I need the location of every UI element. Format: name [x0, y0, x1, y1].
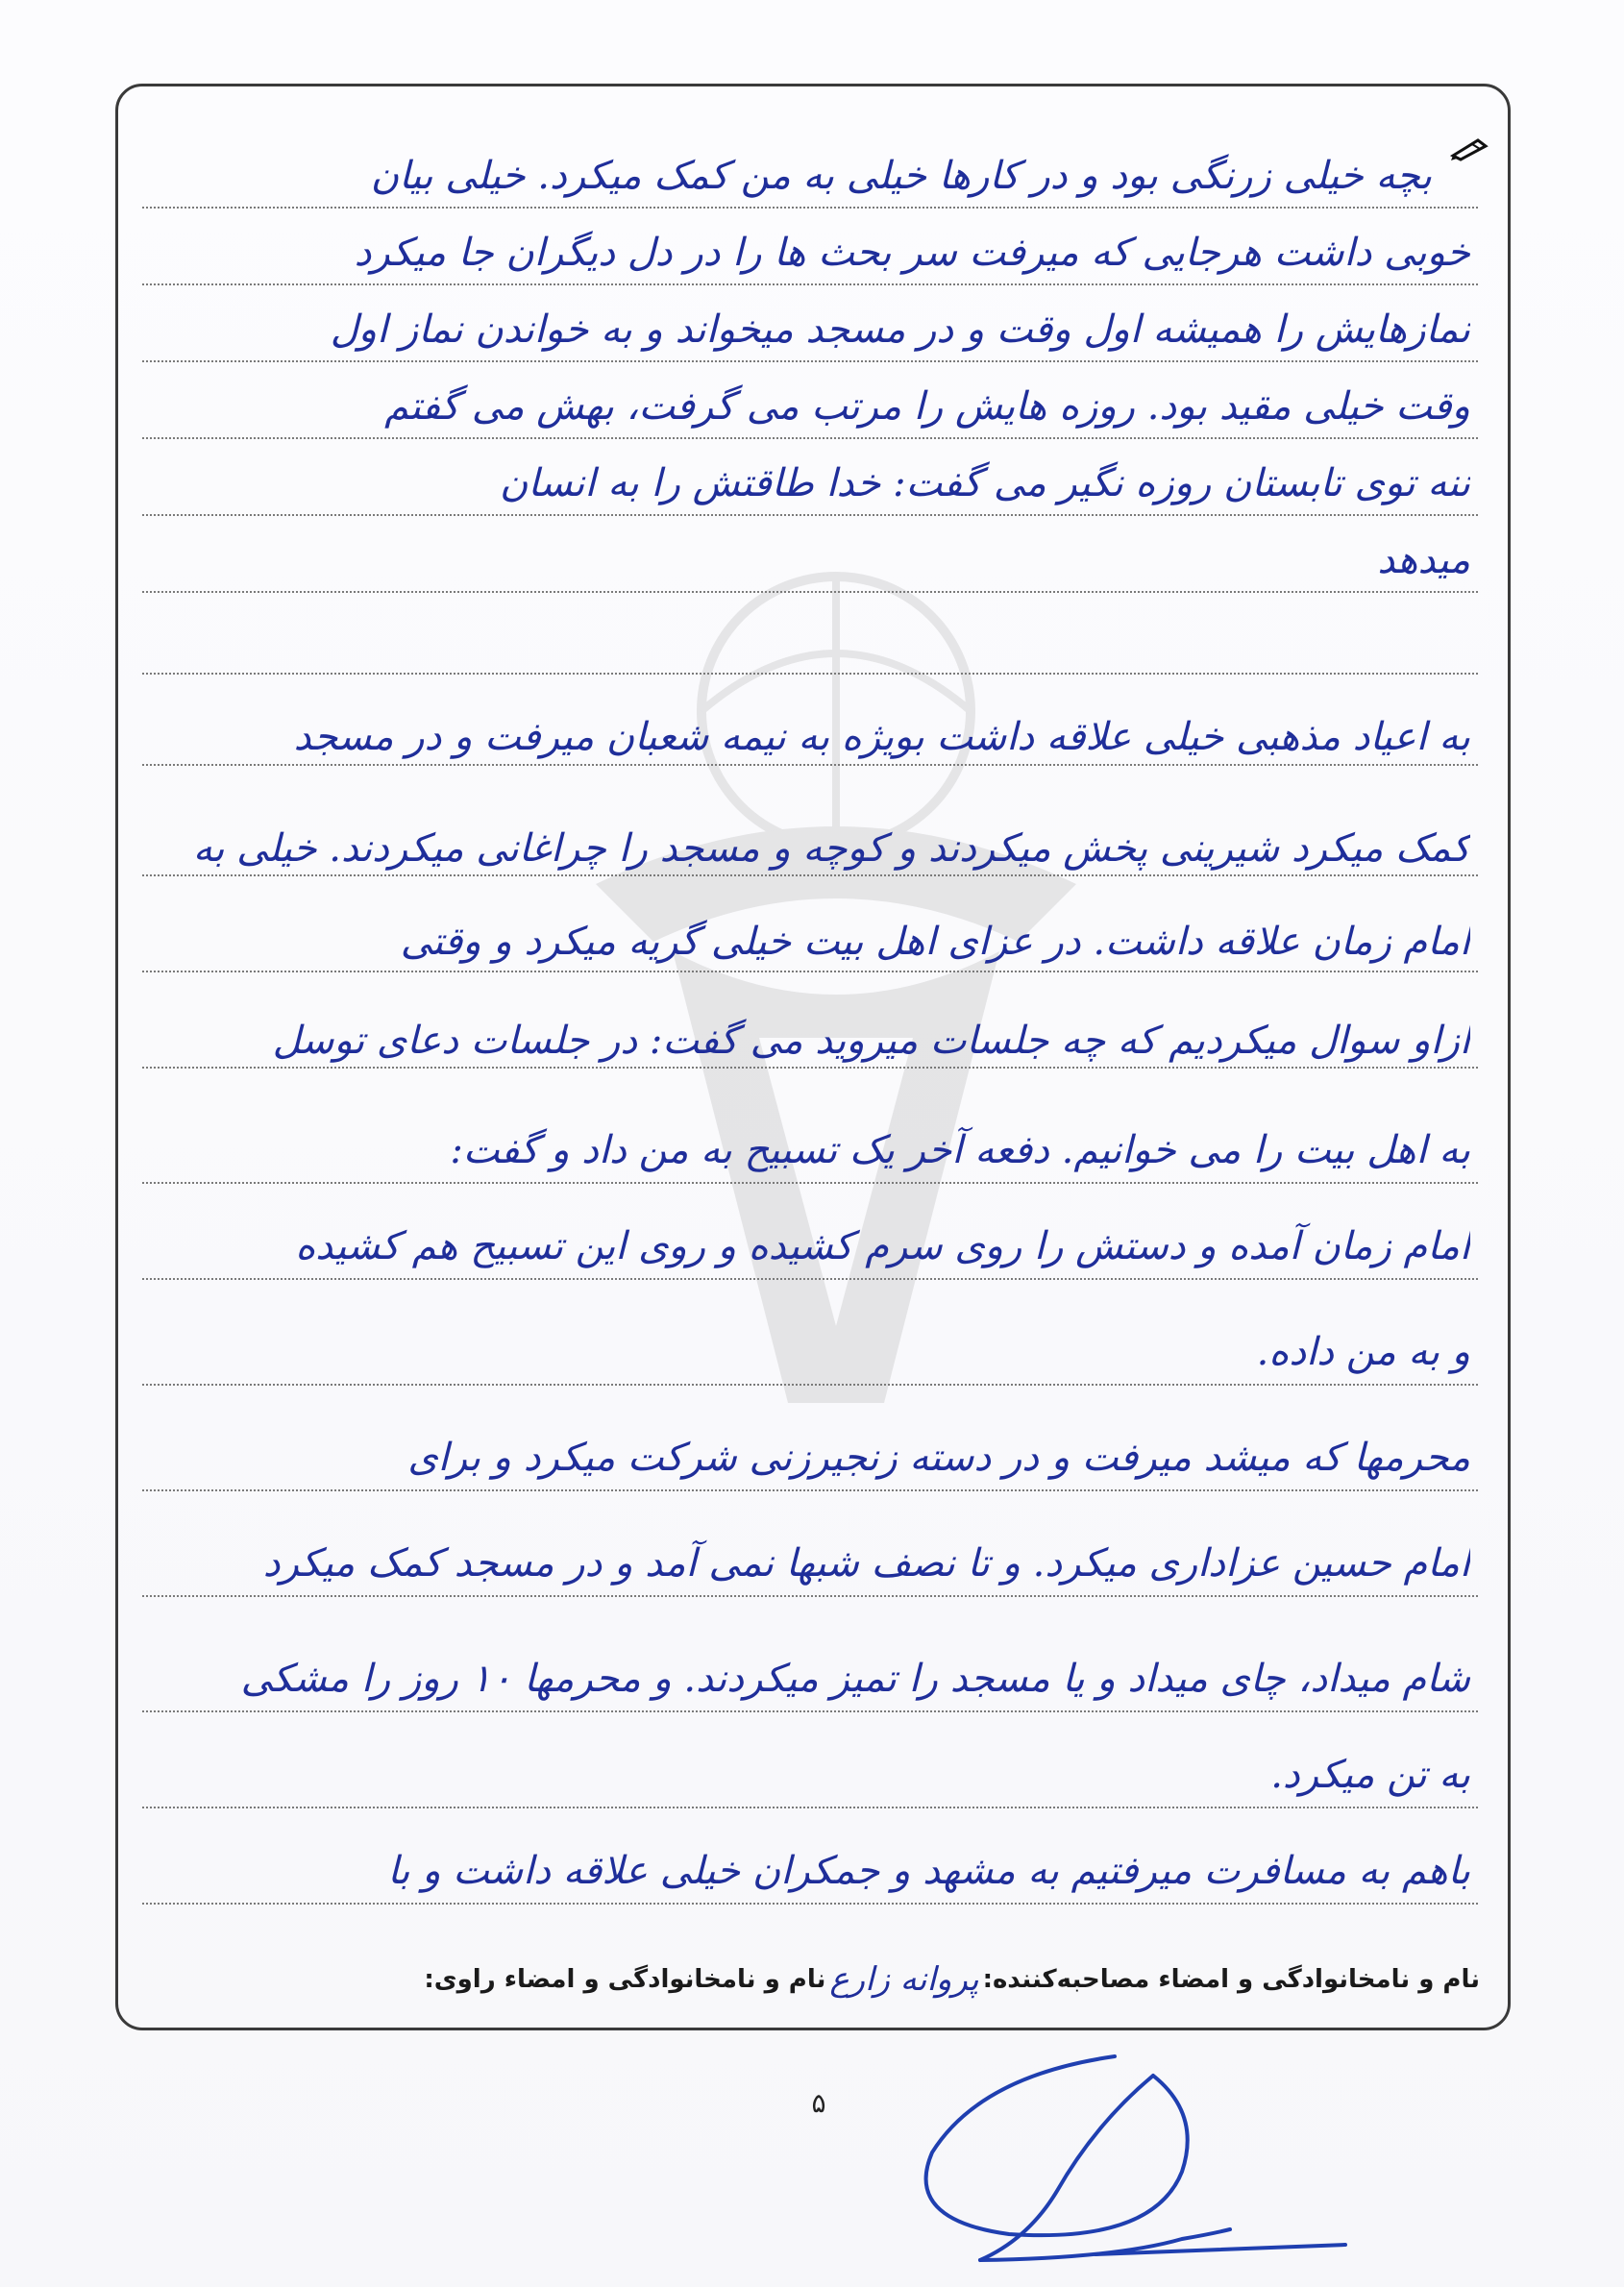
handwritten-line: بچه خیلی زرنگی بود و در کارها خیلی به من کمک میکرد. خیلی بیان	[370, 154, 1432, 198]
handwritten-line: و به من داده.	[1256, 1330, 1470, 1374]
handwritten-line: خوبی داشت هرجایی که میرفت سر بحث ها را در دل دیگران جا میکرد	[354, 231, 1470, 275]
handwritten-line: امام زمان آمده و دستش را روی سرم کشیده و روی این تسبیح هم کشیده	[295, 1224, 1470, 1268]
handwritten-line: امام حسین عزاداری میکرد. و تا نصف شبها نمی آمد و در مسجد کمک میکرد	[262, 1541, 1470, 1586]
handwritten-signature	[865, 2037, 1403, 2268]
handwritten-line: باهم به مسافرت میرفتیم به مشهد و جمکران خیلی علاقه داشت و با	[387, 1849, 1470, 1893]
handwritten-line: وقت خیلی مقید بود. روزه هایش را مرتب می گرفت، بهش می گفتم	[384, 384, 1470, 429]
handwritten-line: به اعیاد مذهبی خیلی علاقه داشت بویژه به نیمه شعبان میرفت و در مسجد	[293, 715, 1470, 759]
handwritten-line: به اهل بیت را می خوانیم. دفعه آخر یک تسبیح به من داد و گفت:	[450, 1128, 1470, 1172]
pen-icon	[1449, 135, 1489, 161]
handwritten-line: میدهد	[1377, 538, 1470, 582]
narrator-label: نام و نامخانوادگی و امضاء راوی:	[424, 1965, 826, 1994]
handwritten-line: شام میداد، چای میداد و یا مسجد را تمیز میکردند. و محرمها ۱۰ روز را مشکی	[240, 1657, 1470, 1701]
signature-footer	[144, 1951, 1480, 2008]
handwritten-line: به تن میکرد.	[1270, 1753, 1470, 1797]
handwritten-line: ننه توی تابستان روزه نگیر می گفت: خدا طاقتش را به انسان	[500, 461, 1470, 505]
handwritten-line: ازاو سوال میکردیم که چه جلسات میروید می گفت: در جلسات دعای توسل	[272, 1019, 1470, 1063]
handwritten-line: امام زمان علاقه داشت. در عزای اهل بیت خیلی گریه میکرد و وقتی	[400, 920, 1470, 964]
interviewer-name: پروانه زارع	[829, 1960, 979, 1999]
page-number: ۵	[811, 2087, 826, 2119]
ruled-line	[142, 673, 1478, 675]
handwritten-line: کمک میکرد شیرینی پخش میکردند و کوچه و مسجد را چراغانی میکردند. خیلی به	[192, 826, 1470, 871]
handwritten-line: نمازهایش را همیشه اول وقت و در مسجد میخواند و به خواندن نماز اول	[330, 307, 1470, 352]
interviewer-label: نام و نامخانوادگی و امضاء مصاحبه‌کننده:	[982, 1965, 1480, 1994]
handwritten-line: محرمها که میشد میرفت و در دسته زنجیرزنی شرکت میکرد و برای	[407, 1436, 1470, 1480]
